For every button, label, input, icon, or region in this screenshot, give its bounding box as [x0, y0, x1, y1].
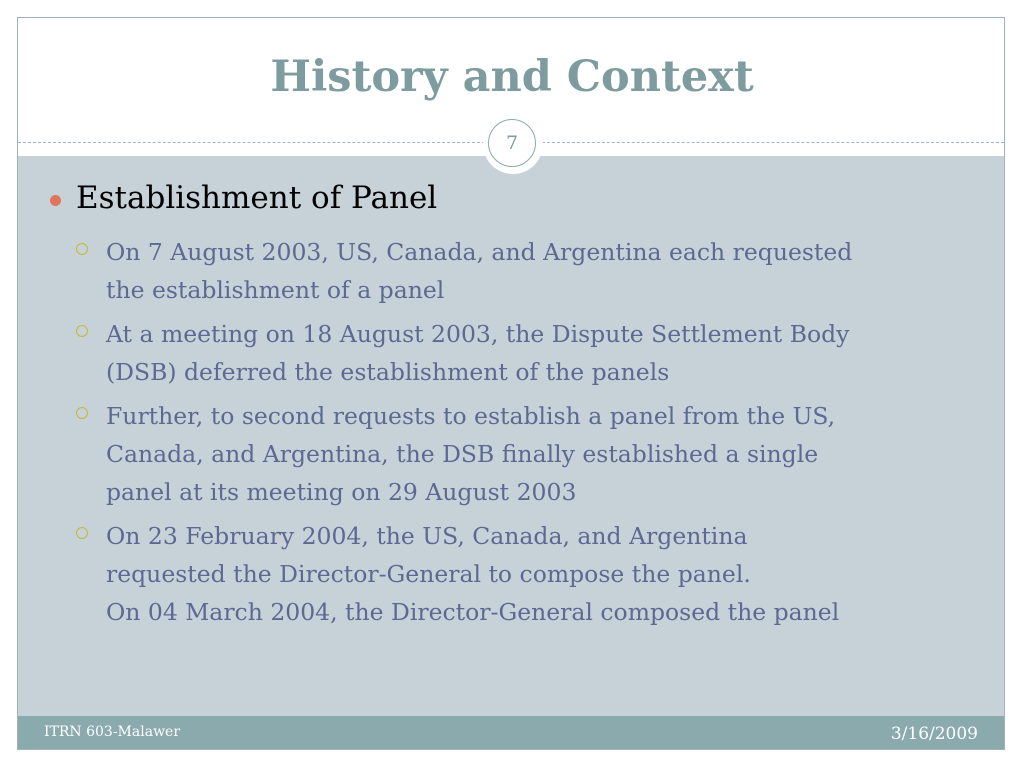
sub-bullet-line: On 23 February 2004, the US, Canada, and Argentina	[106, 522, 748, 550]
sub-bullet-line: panel at its meeting on 29 August 2003	[106, 478, 577, 506]
main-bullet-text: Establishment of Panel	[76, 180, 438, 216]
sub-bullet-line: On 04 March 2004, the Director-General composed the panel	[106, 598, 840, 626]
circle-bullet-icon	[76, 407, 88, 419]
footer-bar	[18, 716, 1004, 749]
circle-bullet-icon	[76, 325, 88, 337]
circle-bullet-icon	[76, 243, 88, 255]
sub-bullet-line: requested the Director-General to compose the panel.	[106, 560, 751, 588]
sub-bullet-line: the establishment of a panel	[106, 276, 445, 304]
bullet-dot-icon	[50, 195, 61, 206]
sub-bullet-line: On 7 August 2003, US, Canada, and Argentina each requested	[106, 238, 853, 266]
footer-date: 3/16/2009	[890, 724, 978, 744]
slide-number-badge	[483, 114, 543, 174]
sub-bullet-line: Further, to second requests to establish a panel from the US,	[106, 402, 836, 430]
slide-number: 7	[488, 119, 536, 167]
sub-bullet-line: Canada, and Argentina, the DSB finally established a single	[106, 440, 819, 468]
footer-course: ITRN 603-Malawer	[44, 724, 181, 740]
slide-title: History and Context	[270, 52, 754, 102]
circle-bullet-icon	[76, 527, 88, 539]
sub-bullet-line: (DSB) deferred the establishment of the panels	[106, 358, 670, 386]
sub-bullet-line: At a meeting on 18 August 2003, the Dispute Settlement Body	[106, 320, 850, 348]
